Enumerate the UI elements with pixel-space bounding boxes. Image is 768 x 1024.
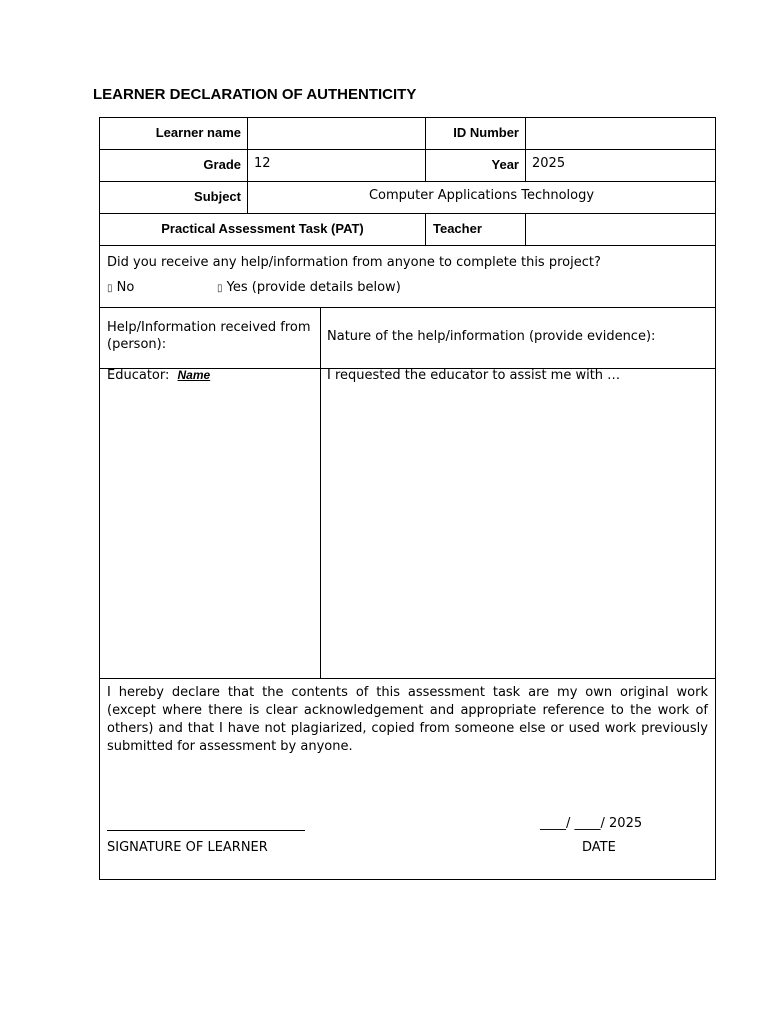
- teacher-field[interactable]: [532, 220, 710, 238]
- subject-label: Subject: [194, 189, 241, 204]
- page-title: LEARNER DECLARATION OF AUTHENTICITY: [93, 86, 417, 103]
- declaration-text: I hereby declare that the contents of this assessment task are my own original work (except where there is clear acknowledgement and appropriate reference to the work of others) and that I have not plagiarized, copied from someone else or used work previously submitted for assessment by anyone.: [107, 685, 708, 754]
- id-number-field[interactable]: [532, 124, 710, 142]
- help-source-header: Help/Information received from (person):: [107, 320, 311, 352]
- educator-name: Name: [177, 368, 211, 382]
- pat-label: Practical Assessment Task (PAT): [161, 221, 364, 236]
- educator-detail[interactable]: I requested the educator to assist me with …: [327, 368, 621, 383]
- checkbox-no-icon[interactable]: ▯: [107, 283, 113, 294]
- help-question: Did you receive any help/information from anyone to complete this project?: [107, 255, 601, 270]
- learner-name-label: Learner name: [155, 125, 241, 140]
- educator-label: Educator:: [107, 368, 170, 383]
- signature-line[interactable]: [107, 830, 305, 831]
- grade-value[interactable]: 12: [254, 156, 271, 171]
- help-nature-header: Nature of the help/information (provide evidence):: [327, 329, 656, 344]
- option-no[interactable]: [107, 280, 134, 295]
- educator-entry[interactable]: [107, 368, 210, 383]
- signature-label: SIGNATURE OF LEARNER: [107, 840, 268, 855]
- option-no-label: No: [116, 280, 135, 295]
- date-line[interactable]: ____/ ____/ 2025: [540, 816, 643, 831]
- year-value[interactable]: 2025: [532, 156, 566, 171]
- checkbox-yes-icon[interactable]: ▯: [217, 283, 223, 294]
- teacher-label: Teacher: [433, 221, 482, 236]
- option-yes-label: Yes (provide details below): [226, 280, 401, 295]
- id-number-label: ID Number: [453, 125, 519, 140]
- date-label: DATE: [582, 840, 616, 855]
- subject-value[interactable]: Computer Applications Technology: [368, 188, 595, 203]
- option-yes[interactable]: [217, 280, 401, 295]
- year-label: Year: [491, 157, 519, 172]
- learner-name-field[interactable]: [254, 124, 420, 142]
- grade-label: Grade: [203, 157, 241, 172]
